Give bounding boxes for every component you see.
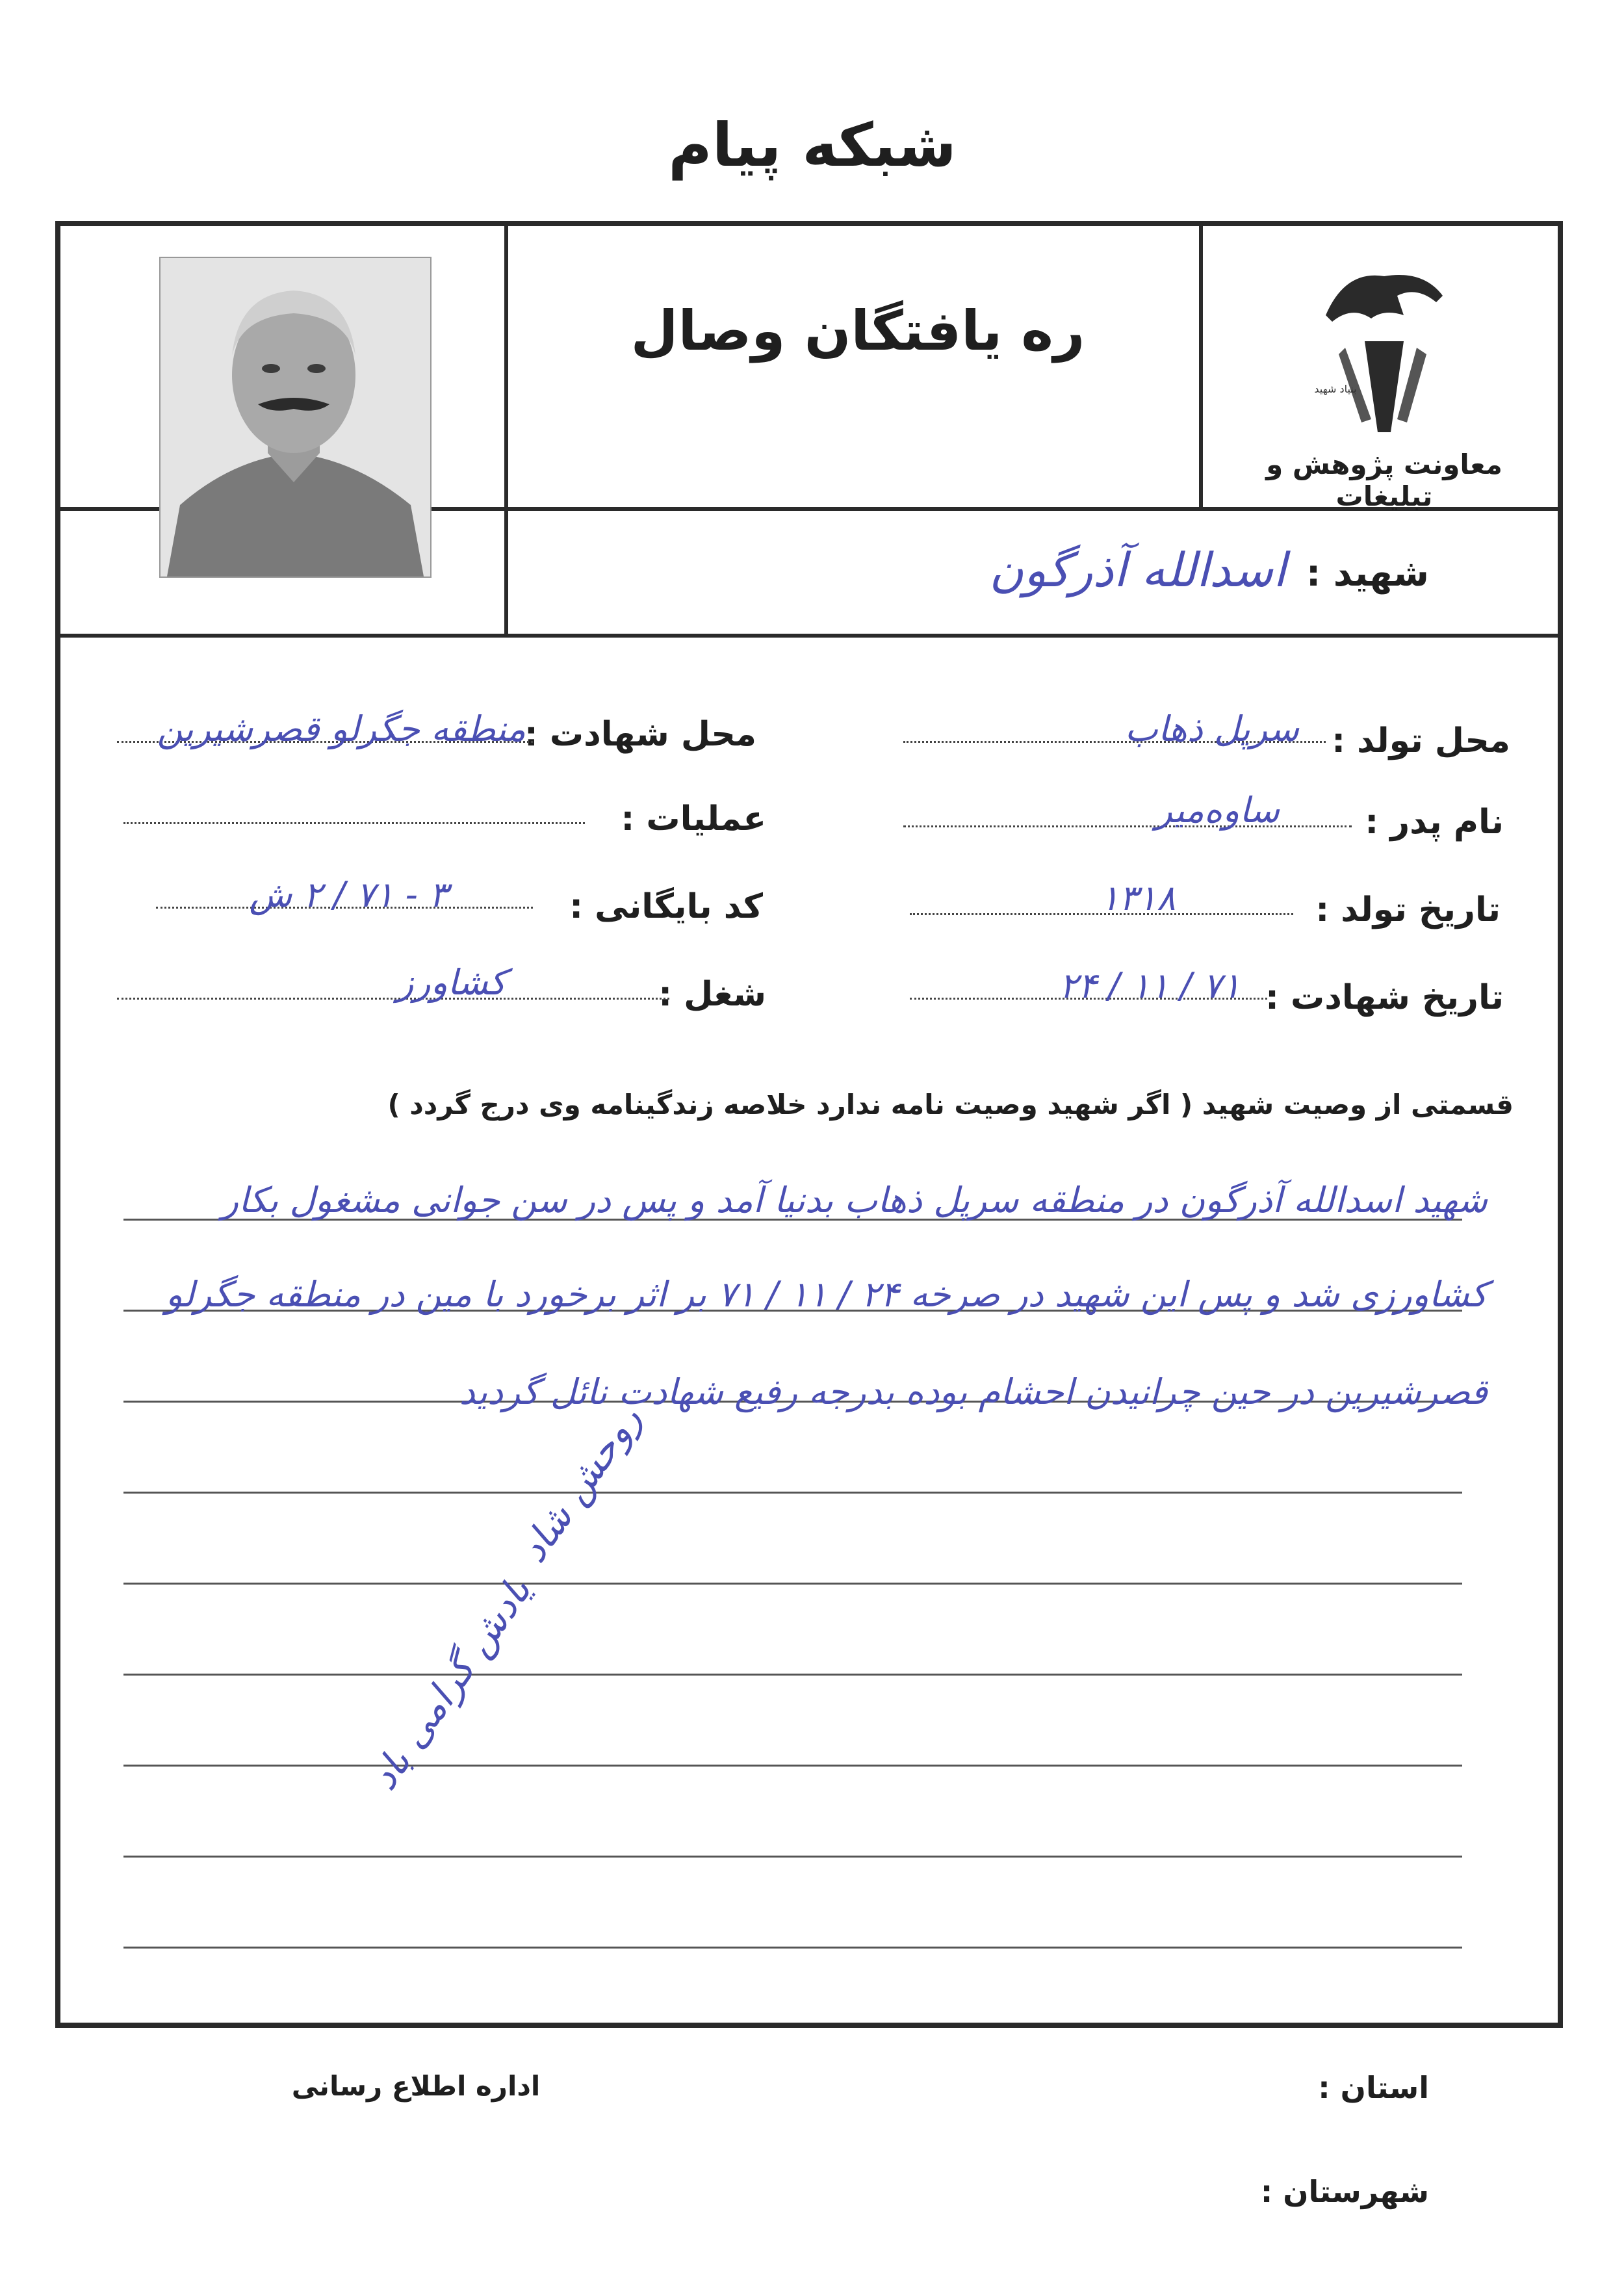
will-text-line-2: کشاورزی شد و پس این شهید در صرخه ۲۴ / ۱۱ / ۷۱ بر اثر برخورد با مین در منطقه جگرلو <box>165 1274 1488 1315</box>
foundation-emblem-icon <box>1306 257 1449 439</box>
note-line-2: یادش گرامی باد <box>361 1569 540 1798</box>
martyrdom-date-label: تاریخ شهادت : <box>1265 978 1504 1017</box>
martyr-photo <box>159 257 432 578</box>
note-line-1: روحش شاد <box>510 1397 651 1571</box>
will-text-line-3: قصرشیرین در حین چرانیدن احشام بوده بدرجه رفیع شهادت نائل گردید <box>459 1371 1488 1412</box>
martyr-row-divider <box>55 634 1563 638</box>
archive-code-value: ۳ - ۷۱ / ۲ ش <box>249 874 448 915</box>
will-heading: قسمتی از وصیت شهید ( اگر شهید وصیت نامه ندارد خلاصه زندگینامه وی درج گردد ) <box>387 1089 1514 1121</box>
martyrdom-place-value: منطقه جگرلو قصرشیرین <box>157 708 526 749</box>
ruled-line-4 <box>123 1492 1462 1494</box>
ruled-line-6 <box>123 1674 1462 1676</box>
job-line <box>117 998 669 1000</box>
photo-column-divider <box>504 221 508 637</box>
birthplace-value: سرپل ذهاب <box>1125 708 1299 749</box>
birthplace-label: محل تولد : <box>1332 721 1510 760</box>
ruled-line-8 <box>123 1856 1462 1858</box>
ruled-line-9 <box>123 1947 1462 1949</box>
province-label: استان : <box>1318 2070 1429 2105</box>
father-name-line <box>903 825 1352 827</box>
martyrdom-date-value: ۷۱ / ۱۱ / ۲۴ <box>1059 965 1241 1006</box>
ruled-line-5 <box>123 1583 1462 1585</box>
department-label: معاونت پژوهش و تبلیغات <box>1266 448 1502 512</box>
birthdate-value: ۱۳۱۸ <box>1100 877 1176 918</box>
office-label: اداره اطلاع رسانی <box>291 2070 541 2102</box>
ruled-line-7 <box>123 1765 1462 1767</box>
archive-code-label: کد بایگانی : <box>569 887 763 926</box>
logo-column-divider <box>1199 221 1203 507</box>
job-value: کشاورز <box>396 962 506 1003</box>
logo-text: بنیاد شهید <box>1314 383 1357 395</box>
father-name-value: ساوه‌میر <box>1155 790 1280 831</box>
martyr-name: اسدالله آذرگون <box>989 543 1286 597</box>
county-label: شهرستان : <box>1260 2174 1429 2209</box>
job-label: شغل : <box>658 975 766 1014</box>
will-text-line-1: شهید اسدالله آذرگون در منطقه سرپل ذهاب بدنیا آمد و پس در سن جوانی مشغول بکار <box>221 1180 1488 1221</box>
operation-line <box>123 822 585 824</box>
martyr-label: شهید : <box>1306 552 1429 595</box>
father-name-label: نام پدر : <box>1365 803 1504 842</box>
operation-label: عملیات : <box>621 799 766 838</box>
birthdate-label: تاریخ تولد : <box>1315 890 1501 929</box>
martyrdom-place-label: محل شهادت : <box>524 715 756 754</box>
page-title: شبکه پیام <box>668 110 957 180</box>
org-title: ره یافتگان وصال <box>630 299 1085 363</box>
portrait-image <box>161 258 430 576</box>
